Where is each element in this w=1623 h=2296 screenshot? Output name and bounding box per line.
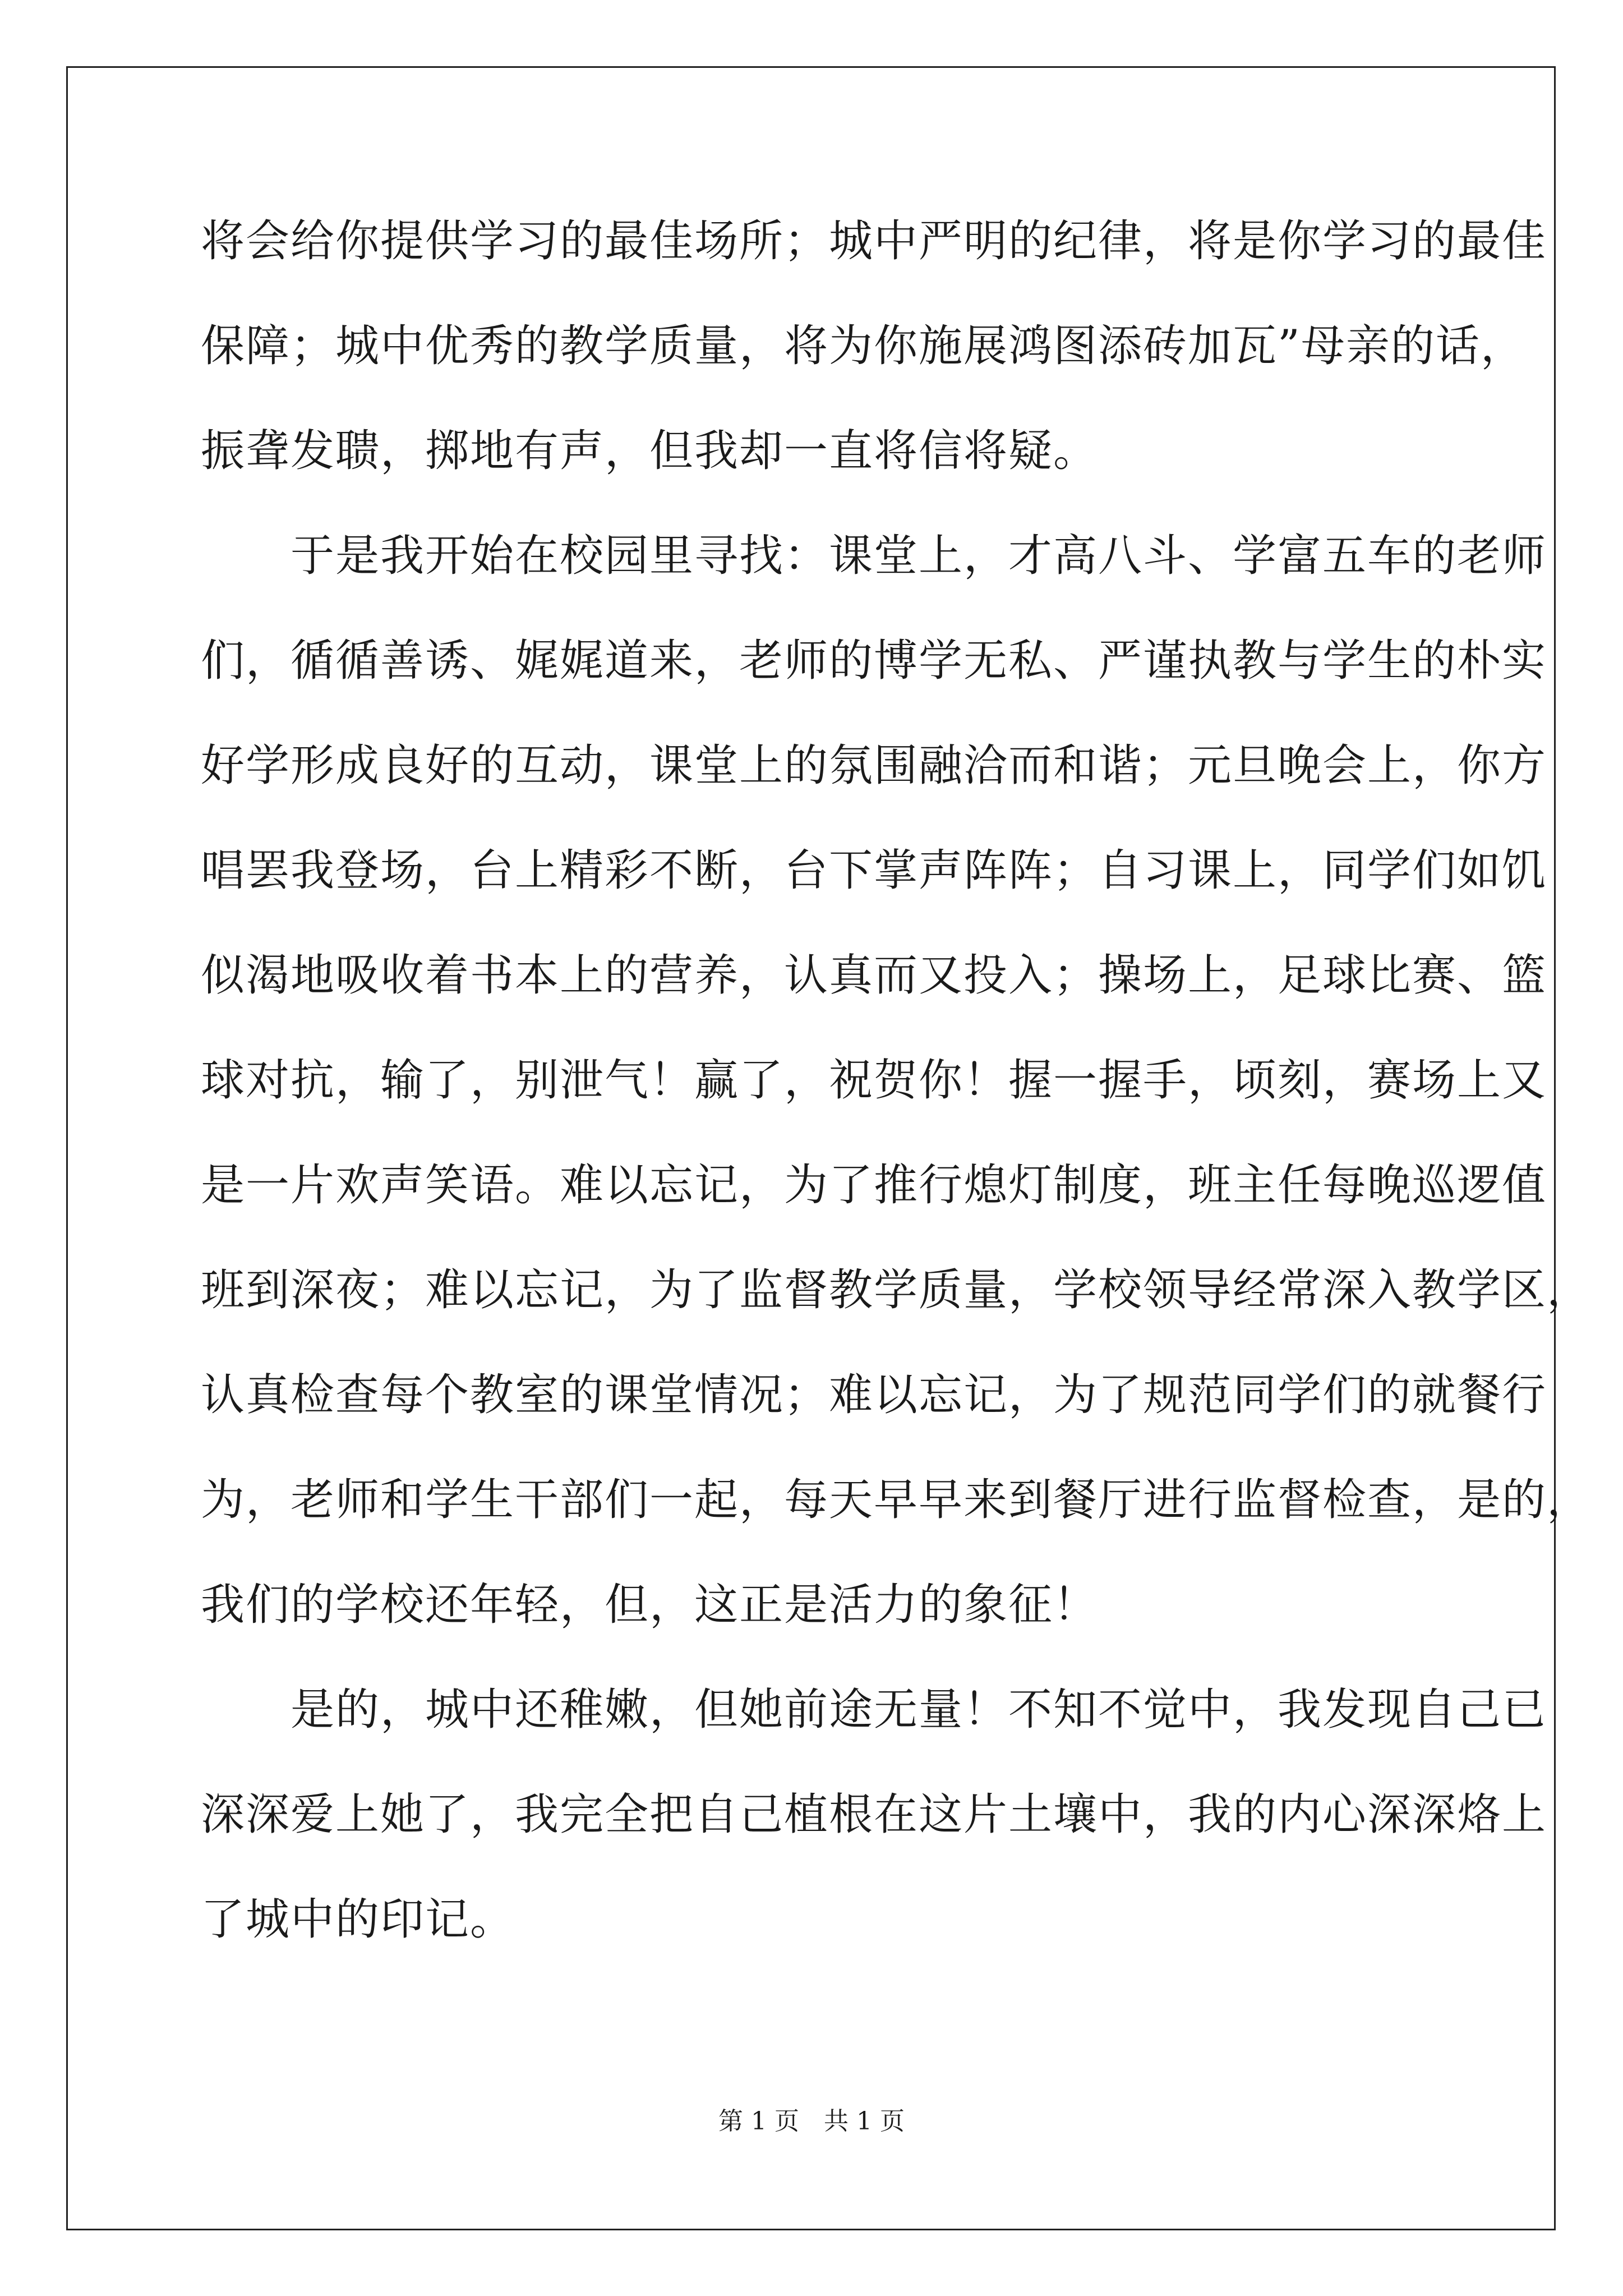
text-line: 了城中的印记。 [201,1894,515,1945]
text-line: 好学形成良好的互动，课堂上的氛围融洽而和谐；元旦晚会上，你方 [201,740,1547,791]
text-line: 们，循循善诱、娓娓道来，老师的博学无私、严谨执教与学生的朴实 [201,636,1547,686]
text-line: 为，老师和学生干部们一起，每天早早来到餐厅进行监督检查，是的， [201,1475,1592,1525]
text-line: 是一片欢声笑语。难以忘记，为了推行熄灯制度，班主任每晚巡逻值 [201,1160,1547,1211]
text-line: 认真检查每个教室的课堂情况；难以忘记，为了规范同学们的就餐行 [201,1370,1547,1420]
text-line: 唱罢我登场，台上精彩不断，台下掌声阵阵；自习课上，同学们如饥 [201,845,1547,896]
text-line: 振聋发聩，掷地有声，但我却一直将信将疑。 [201,426,1099,476]
text-line: 将会给你提供学习的最佳场所；城中严明的纪律，将是你学习的最佳 [201,216,1547,266]
text-line: 保障；城中优秀的教学质量，将为你施展鸿图添砖加瓦”母亲的话， [201,321,1525,371]
text-line: 球对抗，输了，别泄气！赢了，祝贺你！握一握手，顷刻，赛场上又 [201,1055,1547,1106]
text-line: 班到深夜；难以忘记，为了监督教学质量，学校领导经常深入教学区， [201,1265,1592,1315]
text-line: 深深爱上她了，我完全把自己植根在这片土壤中，我的内心深深烙上 [201,1789,1547,1840]
text-line: 是的，城中还稚嫩，但她前途无量！不知不觉中，我发现自己已 [201,1685,1547,1735]
text-line: 似渴地吸收着书本上的营养，认真而又投入；操场上，足球比赛、篮 [201,950,1547,1001]
page-number: 第 1 页 共 1 页 [718,2107,905,2136]
text-line: 于是我开始在校园里寻找：课堂上，才高八斗、学富五车的老师 [201,531,1547,581]
text-line: 我们的学校还年轻，但，这正是活力的象征！ [201,1580,1099,1630]
